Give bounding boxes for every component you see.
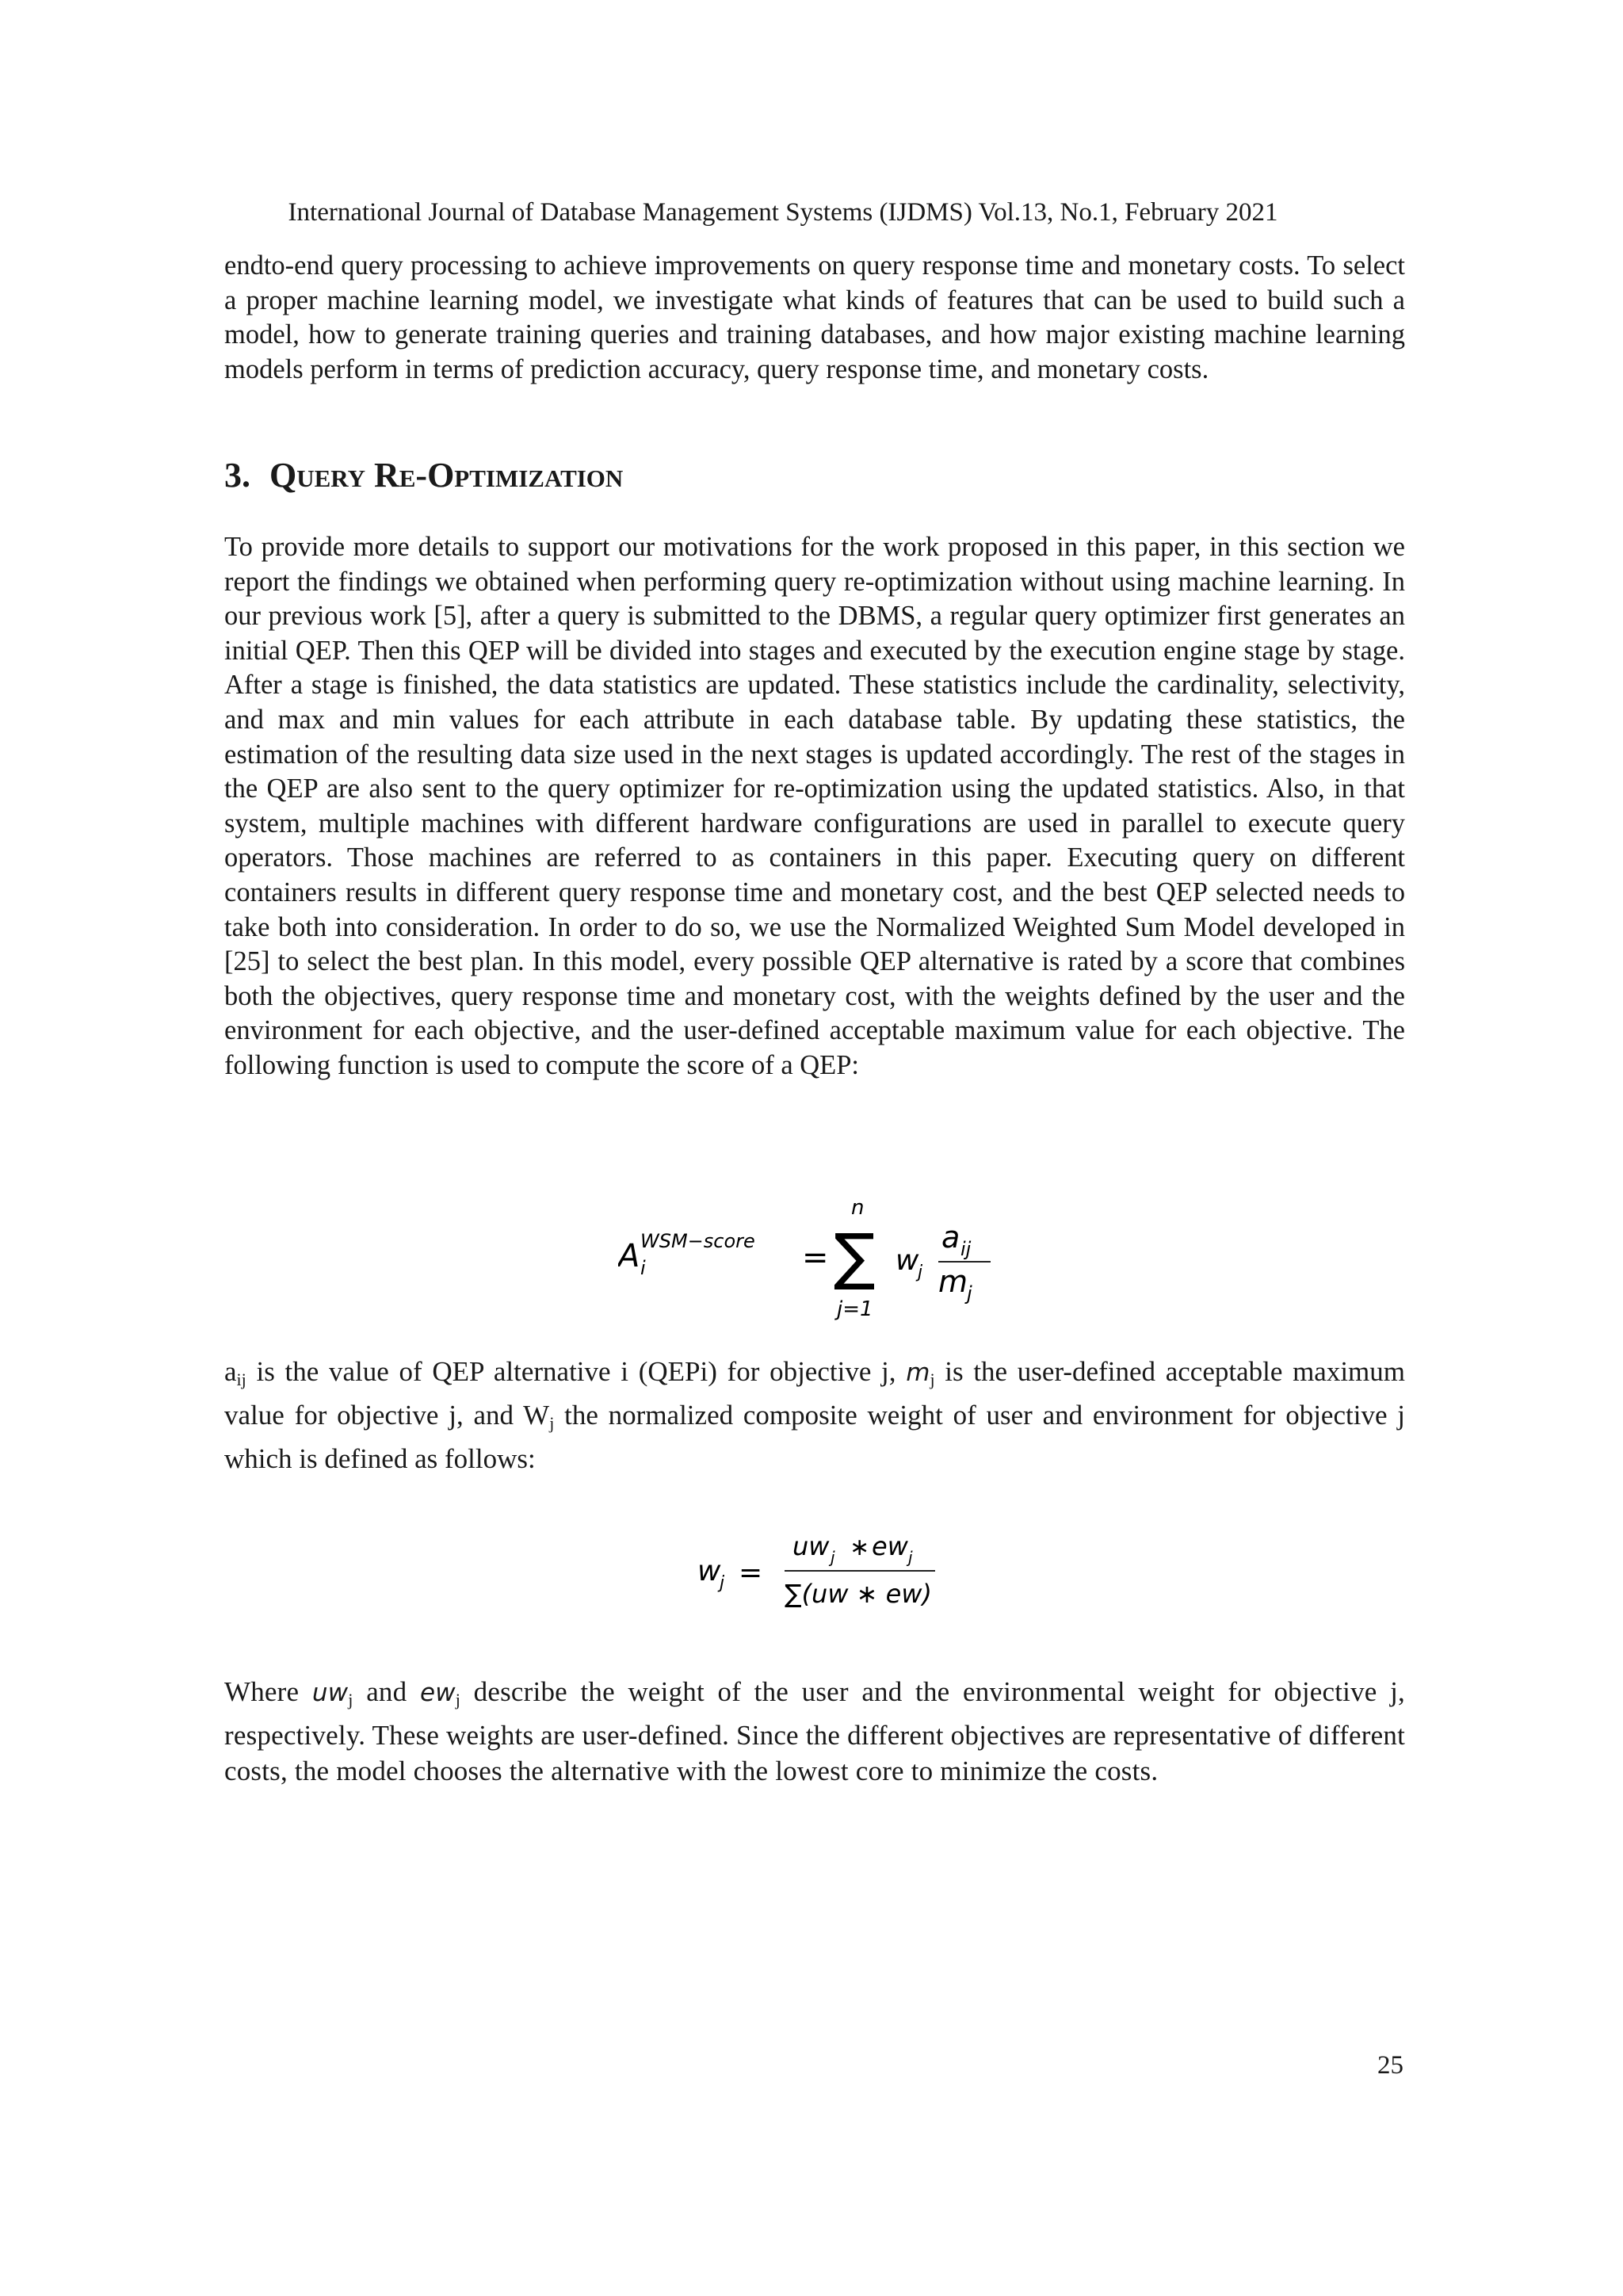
eq1-sum-lower: j=1 — [837, 1297, 873, 1321]
page-number: 25 — [1377, 2051, 1403, 2080]
wsm-score-equation — [618, 1189, 1030, 1324]
section-title: Query Re-Optimization — [269, 456, 624, 495]
eq2-lhs: w — [697, 1555, 721, 1587]
variables-description-paragraph — [224, 1354, 1405, 1477]
intro-paragraph: endto-end query processing to achieve improvements on query response time and monetary costs. To select a proper machine learning model, we investigate what kinds of features that can be used to build such a model, how to generate training queries and training databases, and how major existing machine learning models perform in terms of prediction accuracy, query response time, and monetary costs. — [224, 250, 1405, 384]
eq1-lhs-sup: WSM−score — [640, 1230, 755, 1252]
main-paragraph: To provide more details to support our motivations for the work proposed in this paper, in this section we report the findings we obtained when performing query re-optimization without using machine learning. In our previous work [5], after a query is submitted to the DBMS, a regular query optimizer first generates an initial QEP. Then this QEP will be divided into stages and executed by the execution engine stage by stage. After a stage is finished, the data statistics are updated. These statistics include the cardinality, selectivity, and max and min values for each attribute in each database table. By updating these statistics, the estimation of the resulting data size used in the next stages is updated accordingly. The rest of the stages in the QEP are also sent to the query optimizer for re-optimization using the updated statistics. Also, in that system, multiple machines with different hardware configurations are used in parallel to execute query operators. Those machines are referred to as containers in this paper. Executing query on different containers results in different query response time and monetary cost, and the best QEP selected needs to take both into consideration. In order to do so, we use the Normalized Weighted Sum Model developed in [25] to select the best plan. In this model, every possible QEP alternative is rated by a score that combines both the objectives, query response time and monetary cost, with the weights defined by the user and the environment for each objective, and the user-defined acceptable maximum value for each objective. The following function is used to compute the score of a QEP: — [224, 532, 1405, 1080]
eq1-lhs-base: A — [618, 1238, 640, 1274]
eq2-numerator: uw — [792, 1531, 830, 1561]
eq1-weight-sub: j — [918, 1263, 923, 1282]
var-m: m — [906, 1358, 930, 1387]
eq2-times: ∗ — [850, 1534, 870, 1561]
eq2-numerator-sub1: j — [831, 1548, 835, 1567]
section-heading — [224, 453, 623, 498]
eq2-lhs-sub: j — [720, 1573, 725, 1593]
eq2-equals: = — [739, 1557, 763, 1589]
var-m-sub: j — [930, 1370, 935, 1389]
eq1-lhs-sub: i — [640, 1257, 646, 1279]
where-text-1: Where — [224, 1676, 312, 1707]
eq1-sum-upper: n — [851, 1196, 865, 1220]
var-w-sub: j — [549, 1413, 555, 1433]
desc-text-2: is the user-defined acceptable maximum value for objective j, and W — [224, 1356, 1406, 1431]
where-text-3: describe the weight of the user and the environmental weight for objective j, respectively. These weights are user-defined. Since the different objectives are representative of different costs, the model chooses the alternative with the lowest core to minimize the costs. — [224, 1676, 1405, 1786]
desc-text-1: is the value of QEP alternative i (QEPi) for objective j, — [246, 1356, 907, 1387]
composite-weight-equation — [697, 1522, 951, 1617]
running-header: International Journal of Database Management Systems (IJDMS) Vol.13, No.1, February 2021 — [288, 198, 1278, 227]
where-text-2: and — [353, 1676, 420, 1707]
var-a: a — [224, 1356, 237, 1387]
eq2-numerator2: ew — [872, 1531, 908, 1561]
eq1-sum-symbol: ∑ — [834, 1221, 876, 1293]
var-ew: ew — [419, 1679, 456, 1707]
var-uw-sub: j — [348, 1690, 353, 1710]
eq2-numerator-sub2: j — [908, 1548, 913, 1567]
var-ew-sub: j — [455, 1690, 461, 1710]
eq1-numerator: a — [941, 1220, 960, 1255]
eq1-denominator: m — [938, 1264, 968, 1299]
eq2-denominator: ∑(uw ∗ ew) — [785, 1579, 932, 1609]
var-uw: uw — [311, 1679, 349, 1707]
var-a-sub: ij — [236, 1370, 246, 1389]
section-number: 3. — [224, 456, 250, 495]
eq1-equals: = — [802, 1240, 829, 1276]
eq1-denominator-sub: j — [967, 1282, 972, 1305]
eq1-numerator-sub: ij — [960, 1238, 972, 1260]
eq1-weight: w — [896, 1244, 919, 1277]
weights-description-paragraph — [224, 1674, 1405, 1789]
desc-text-3: the normalized composite weight of user and environment for objective j which is defined as follows: — [224, 1400, 1405, 1474]
